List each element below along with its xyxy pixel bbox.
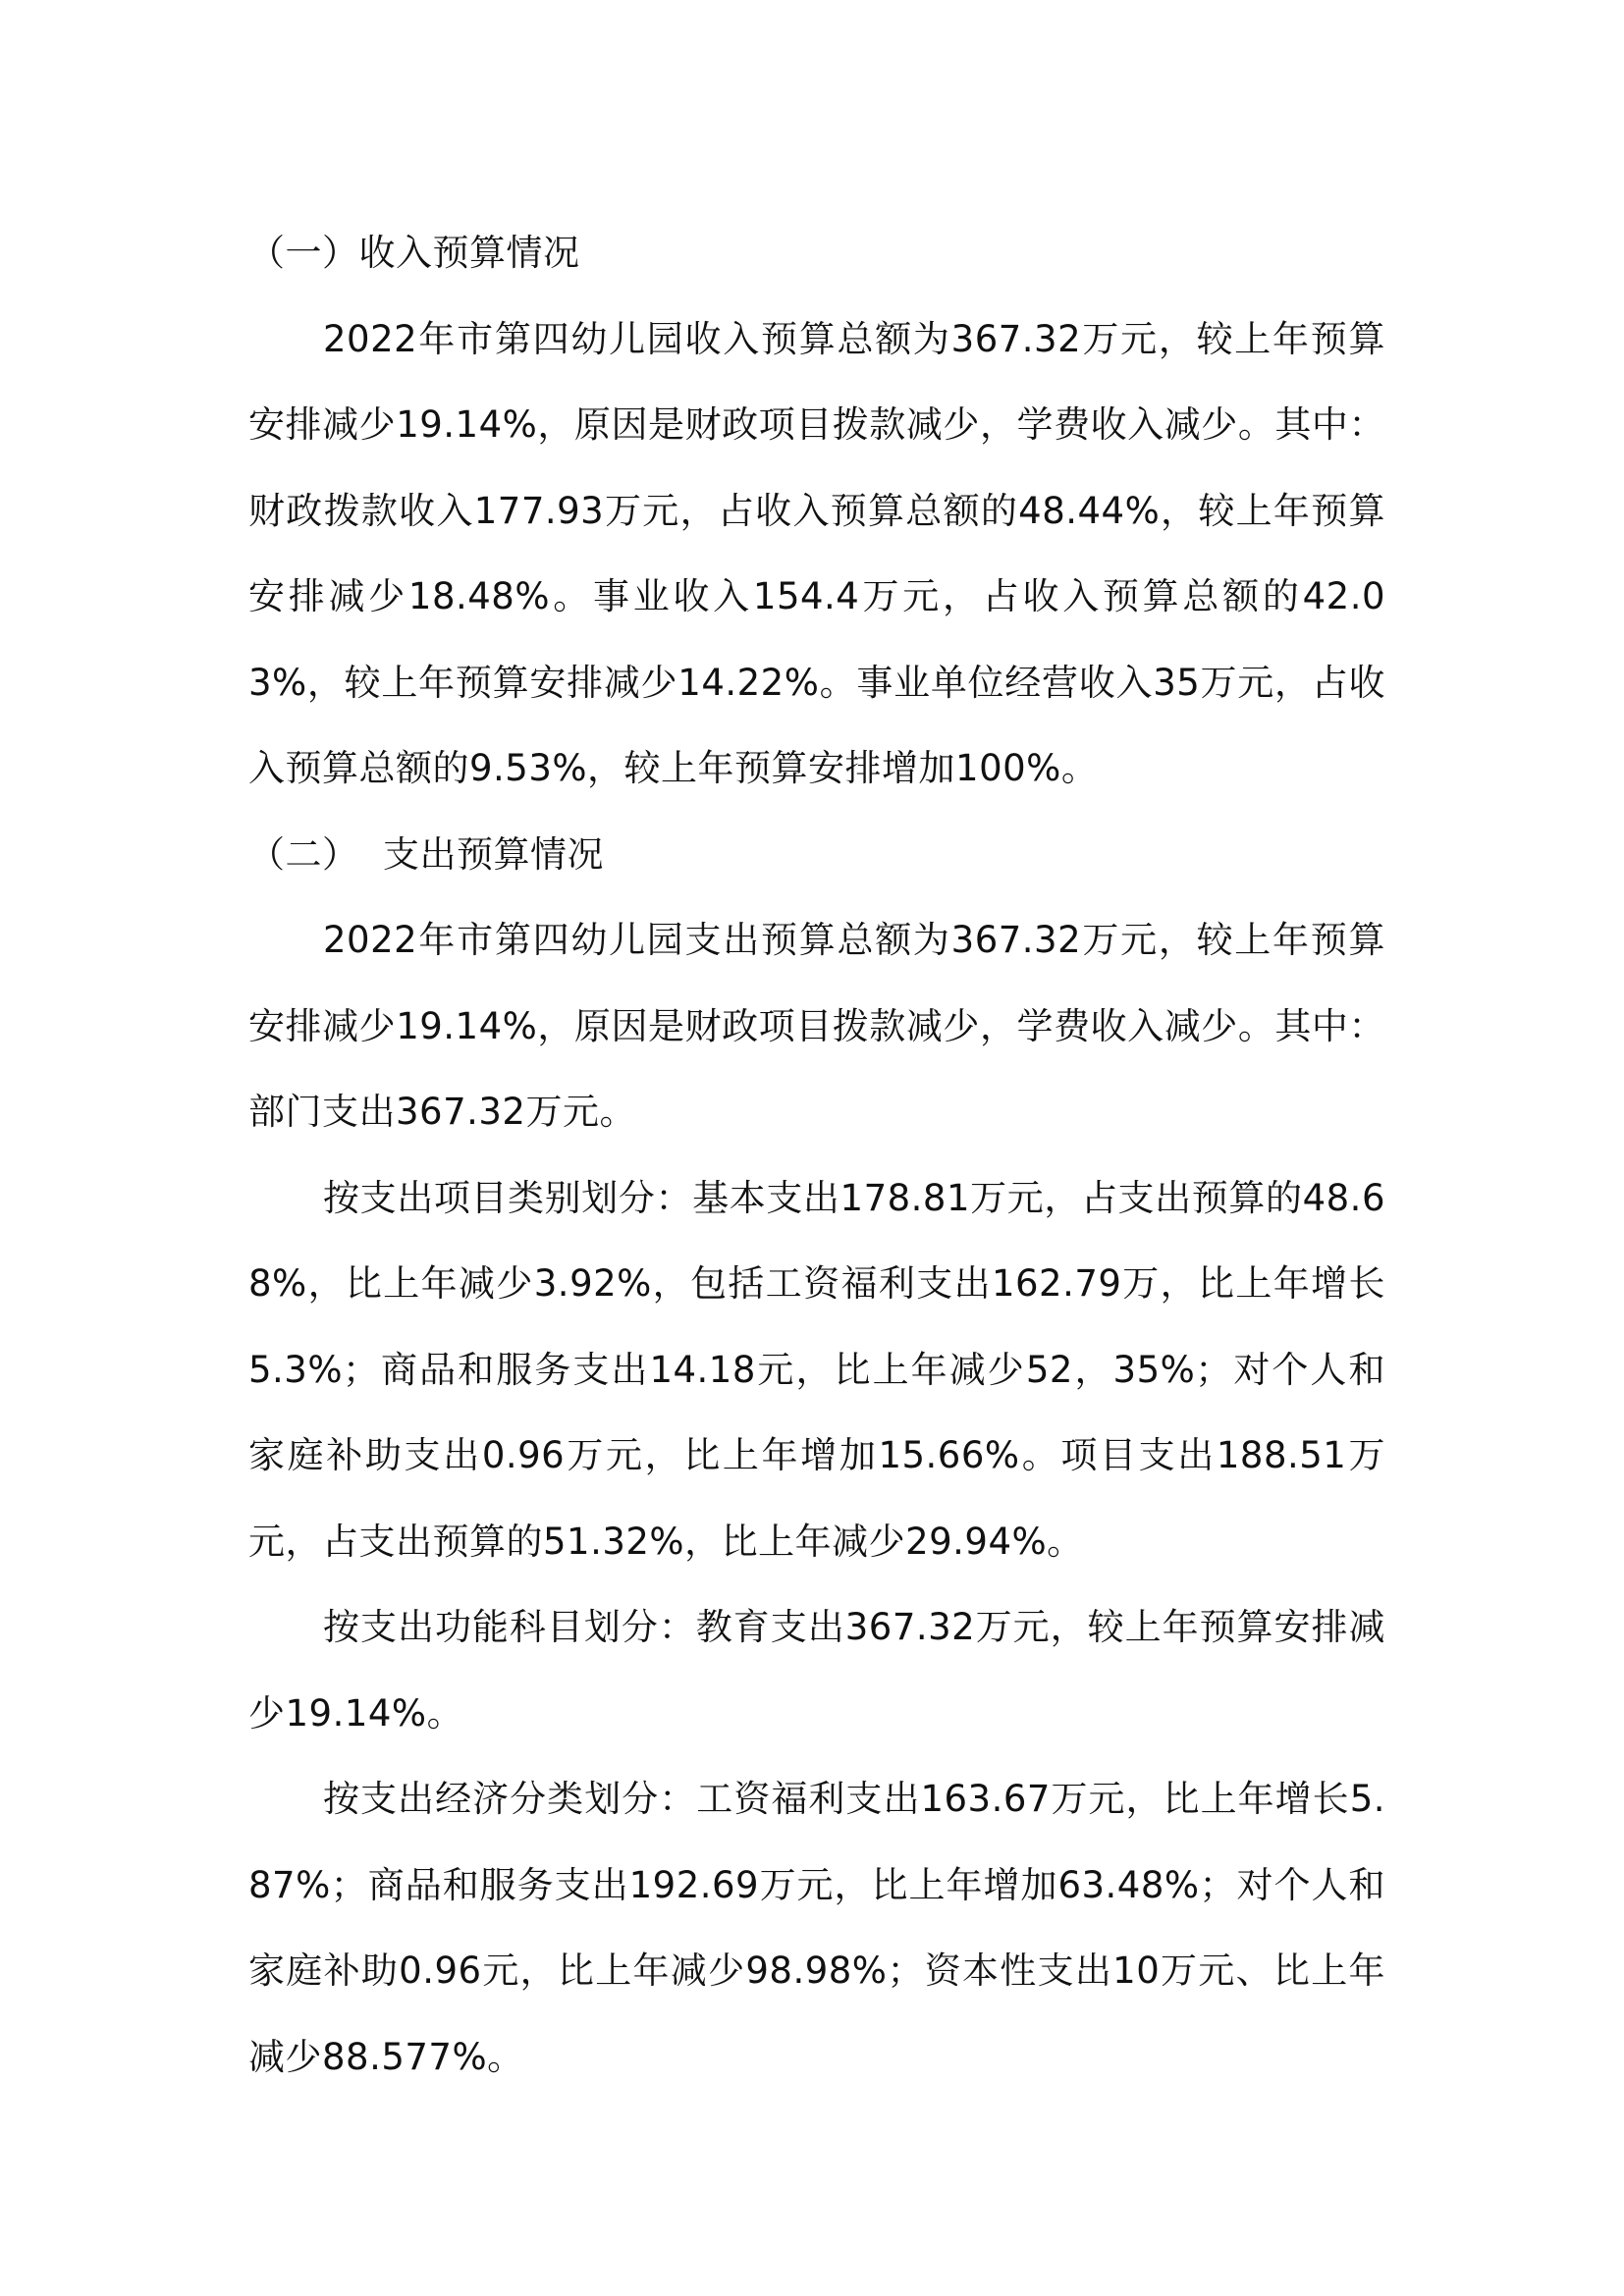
paragraph-expenditure-by-project-type: 按支出项目类别划分：基本支出178.81万元，占支出预算的48.68%，比上年减少3.92%，包括工资福利支出162.79万，比上年增长5.3%；商品和服务支出14.18元，比上年减少52，35%；对个人和家庭补助支出0.96万元，比上年增加15.66%。项目支出188.51万元，占支出预算的51.32%，比上年减少29.94%。 (248, 1176, 1385, 1563)
paragraph-expenditure-by-function: 按支出功能科目划分：教育支出367.32万元，较上年预算安排减少19.14%。 (248, 1606, 1385, 1735)
paragraph-expenditure-total: 2022年市第四幼儿园支出预算总额为367.32万元，较上年预算安排减少19.14%，原因是财政项目拨款减少，学费收入减少。其中：部门支出367.32万元。 (248, 919, 1385, 1133)
paragraph-income-budget: 2022年市第四幼儿园收入预算总额为367.32万元，较上年预算安排减少19.14%，原因是财政项目拨款减少，学费收入减少。其中：财政拨款收入177.93万元，占收入预算总额的48.44%，较上年预算安排减少18.48%。事业收入154.4万元，占收入预算总额的42.03%，较上年预算安排减少14.22%。事业单位经营收入35万元，占收入预算总额的9.53%，较上年预算安排增加100%。 (248, 317, 1385, 789)
section-heading-expenditure-budget: （二） 支出预算情况 (248, 832, 605, 876)
section-heading-income-budget: （一）收入预算情况 (248, 232, 580, 274)
document-body (248, 210, 1385, 2100)
paragraph-expenditure-by-economic-class: 按支出经济分类划分：工资福利支出163.67万元，比上年增长5.87%；商品和服务支出192.69万元，比上年增加63.48%；对个人和家庭补助0.96元，比上年减少98.98%；资本性支出10万元、比上年减少88.577%。 (248, 1778, 1385, 2078)
